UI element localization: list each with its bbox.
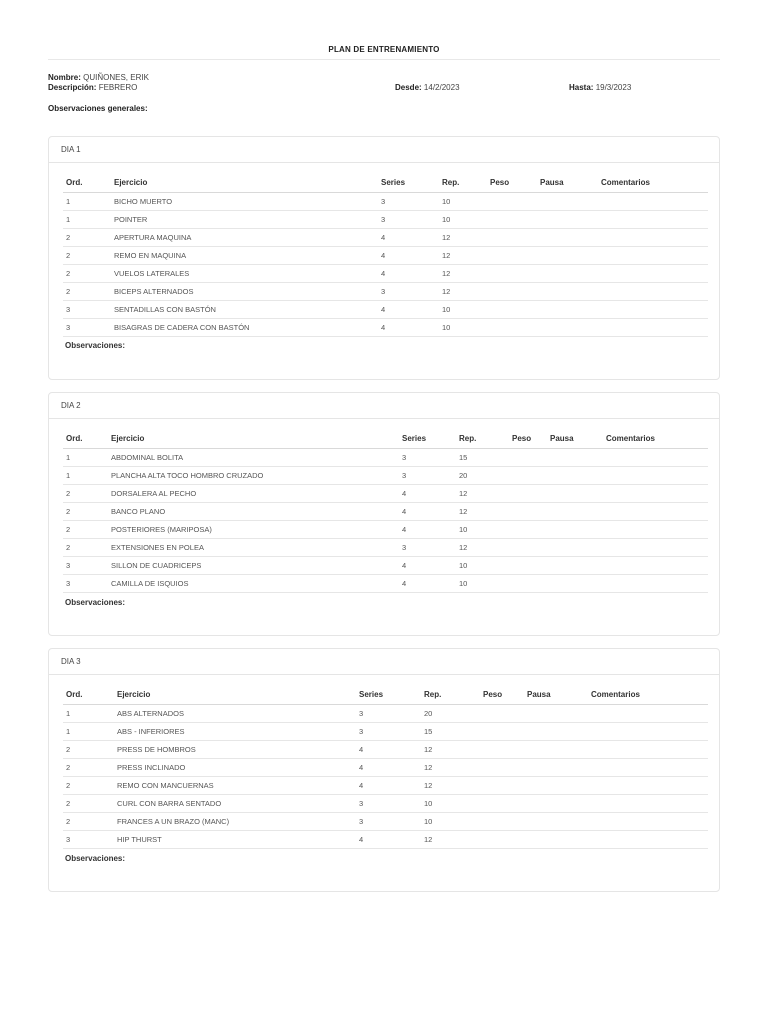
col-ord: Ord. [63, 173, 111, 193]
cell-series: 3 [356, 723, 421, 741]
cell-series: 3 [378, 211, 439, 229]
cell-pausa [524, 831, 588, 849]
table-row [63, 301, 708, 319]
cell-rep: 20 [456, 467, 509, 485]
cell-comentarios [603, 557, 708, 575]
cell-peso [509, 557, 547, 575]
cell-peso [480, 723, 524, 741]
cell-ord: 3 [63, 831, 114, 849]
cell-comentarios [588, 759, 708, 777]
cell-series: 4 [356, 831, 421, 849]
cell-peso [480, 705, 524, 723]
cell-rep: 15 [456, 449, 509, 467]
nombre-line [48, 73, 149, 82]
col-comentarios: Comentarios [603, 429, 708, 449]
cell-ejercicio: BICEPS ALTERNADOS [111, 283, 378, 301]
cell-comentarios [598, 229, 708, 247]
cell-pausa [524, 795, 588, 813]
table-row [63, 503, 708, 521]
cell-pausa [537, 247, 598, 265]
cell-peso [480, 813, 524, 831]
cell-ord: 1 [63, 193, 111, 211]
col-ord: Ord. [63, 429, 108, 449]
col-ejercicio: Ejercicio [111, 173, 378, 193]
cell-peso [487, 301, 537, 319]
day-card [48, 648, 720, 892]
hasta-label: Hasta: [569, 83, 594, 92]
cell-ord: 3 [63, 319, 111, 337]
cell-ejercicio: REMO CON MANCUERNAS [114, 777, 356, 795]
cell-pausa [547, 485, 603, 503]
table-row [63, 467, 708, 485]
col-ejercicio: Ejercicio [108, 429, 399, 449]
cell-ord: 2 [63, 247, 111, 265]
cell-rep: 10 [439, 211, 487, 229]
cell-ejercicio: REMO EN MAQUINA [111, 247, 378, 265]
cell-ejercicio: ABS - INFERIORES [114, 723, 356, 741]
cell-ord: 1 [63, 449, 108, 467]
descripcion-line [48, 83, 137, 92]
cell-rep: 12 [456, 539, 509, 557]
cell-pausa [547, 575, 603, 593]
exercise-table [63, 173, 708, 337]
table-row [63, 211, 708, 229]
cell-series: 3 [399, 467, 456, 485]
col-peso: Peso [487, 173, 537, 193]
exercise-table [63, 429, 708, 593]
cell-comentarios [603, 503, 708, 521]
table-row [63, 229, 708, 247]
cell-rep: 12 [421, 831, 480, 849]
hasta-line [569, 83, 631, 92]
cell-peso [480, 759, 524, 777]
cell-peso [480, 777, 524, 795]
desde-line [395, 83, 460, 92]
cell-ord: 2 [63, 777, 114, 795]
page-title: PLAN DE ENTRENAMIENTO [328, 45, 440, 54]
cell-ejercicio: CURL CON BARRA SENTADO [114, 795, 356, 813]
cell-comentarios [588, 813, 708, 831]
cell-rep: 10 [421, 795, 480, 813]
col-ejercicio: Ejercicio [114, 685, 356, 705]
cell-series: 4 [378, 319, 439, 337]
cell-ejercicio: DORSALERA AL PECHO [108, 485, 399, 503]
cell-pausa [547, 467, 603, 485]
table-row [63, 705, 708, 723]
cell-comentarios [598, 247, 708, 265]
cell-pausa [547, 521, 603, 539]
table-header-row [63, 173, 708, 193]
cell-rep: 10 [456, 557, 509, 575]
cell-rep: 12 [421, 759, 480, 777]
cell-peso [509, 485, 547, 503]
cell-pausa [537, 265, 598, 283]
cell-rep: 10 [439, 193, 487, 211]
cell-ejercicio: POSTERIORES (MARIPOSA) [108, 521, 399, 539]
observaciones-label: Observaciones: [65, 341, 126, 350]
table-row [63, 777, 708, 795]
cell-ord: 2 [63, 759, 114, 777]
cell-peso [509, 575, 547, 593]
exercise-table [63, 685, 708, 849]
day-card [48, 136, 720, 380]
observaciones-label: Observaciones: [65, 598, 126, 607]
col-series: Series [399, 429, 456, 449]
cell-comentarios [603, 449, 708, 467]
cell-comentarios [588, 723, 708, 741]
cell-ejercicio: EXTENSIONES EN POLEA [108, 539, 399, 557]
cell-series: 3 [356, 813, 421, 831]
table-row [63, 521, 708, 539]
cell-ejercicio: POINTER [111, 211, 378, 229]
observaciones-generales [48, 104, 148, 113]
desde-value: 14/2/2023 [423, 83, 460, 92]
col-pausa: Pausa [547, 429, 603, 449]
table-row [63, 247, 708, 265]
cell-ord: 2 [63, 539, 108, 557]
cell-ord: 3 [63, 301, 111, 319]
cell-rep: 12 [421, 741, 480, 759]
table-body [63, 449, 708, 593]
cell-peso [509, 467, 547, 485]
cell-comentarios [603, 467, 708, 485]
cell-rep: 12 [439, 265, 487, 283]
col-comentarios: Comentarios [588, 685, 708, 705]
cell-pausa [524, 813, 588, 831]
cell-ord: 2 [63, 485, 108, 503]
day-title: DIA 2 [49, 393, 719, 419]
title-divider [48, 59, 720, 60]
cell-rep: 12 [421, 777, 480, 795]
cell-series: 3 [378, 193, 439, 211]
cell-series: 4 [399, 485, 456, 503]
cell-ejercicio: ABS ALTERNADOS [114, 705, 356, 723]
cell-peso [487, 265, 537, 283]
cell-comentarios [588, 777, 708, 795]
cell-ejercicio: BANCO PLANO [108, 503, 399, 521]
cell-ejercicio: PLANCHA ALTA TOCO HOMBRO CRUZADO [108, 467, 399, 485]
col-comentarios: Comentarios [598, 173, 708, 193]
table-row [63, 557, 708, 575]
cell-ord: 1 [63, 723, 114, 741]
table-body [63, 705, 708, 849]
col-rep: Rep. [439, 173, 487, 193]
cell-rep: 12 [439, 283, 487, 301]
cell-peso [487, 229, 537, 247]
cell-rep: 10 [456, 521, 509, 539]
col-rep: Rep. [456, 429, 509, 449]
cell-ord: 1 [63, 467, 108, 485]
cell-comentarios [598, 283, 708, 301]
day-card [48, 392, 720, 636]
cell-pausa [537, 193, 598, 211]
cell-pausa [524, 741, 588, 759]
cell-ejercicio: BICHO MUERTO [111, 193, 378, 211]
table-row [63, 485, 708, 503]
cell-ord: 3 [63, 575, 108, 593]
cell-pausa [537, 319, 598, 337]
table-row [63, 449, 708, 467]
cell-comentarios [603, 521, 708, 539]
table-header-row [63, 685, 708, 705]
cell-series: 4 [356, 777, 421, 795]
cell-rep: 10 [421, 813, 480, 831]
cell-series: 4 [399, 503, 456, 521]
cell-ord: 2 [63, 265, 111, 283]
cell-series: 4 [378, 265, 439, 283]
cell-peso [487, 193, 537, 211]
cell-pausa [537, 211, 598, 229]
cell-comentarios [588, 705, 708, 723]
cell-pausa [537, 283, 598, 301]
col-peso: Peso [480, 685, 524, 705]
cell-ejercicio: SENTADILLAS CON BASTÓN [111, 301, 378, 319]
cell-comentarios [588, 831, 708, 849]
cell-series: 3 [356, 705, 421, 723]
cell-ord: 1 [63, 211, 111, 229]
cell-comentarios [588, 741, 708, 759]
cell-ord: 2 [63, 503, 108, 521]
cell-series: 4 [378, 301, 439, 319]
cell-peso [509, 521, 547, 539]
cell-pausa [524, 759, 588, 777]
cell-series: 3 [399, 539, 456, 557]
cell-ejercicio: CAMILLA DE ISQUIOS [108, 575, 399, 593]
cell-pausa [524, 723, 588, 741]
col-series: Series [378, 173, 439, 193]
nombre-value: QUIÑONES, ERIK [83, 73, 149, 82]
col-rep: Rep. [421, 685, 480, 705]
cell-comentarios [598, 265, 708, 283]
cell-ejercicio: ABDOMINAL BOLITA [108, 449, 399, 467]
cell-rep: 10 [439, 301, 487, 319]
cell-rep: 20 [421, 705, 480, 723]
cell-series: 4 [356, 741, 421, 759]
cell-pausa [547, 503, 603, 521]
cell-series: 4 [399, 575, 456, 593]
cell-rep: 12 [456, 503, 509, 521]
cell-ord: 2 [63, 813, 114, 831]
cell-rep: 12 [439, 229, 487, 247]
observaciones-generales-label: Observaciones generales: [48, 104, 148, 113]
cell-peso [487, 247, 537, 265]
cell-ord: 2 [63, 283, 111, 301]
cell-peso [487, 319, 537, 337]
cell-rep: 10 [456, 575, 509, 593]
cell-peso [487, 211, 537, 229]
table-row [63, 831, 708, 849]
table-row [63, 723, 708, 741]
cell-series: 4 [399, 557, 456, 575]
table-row [63, 795, 708, 813]
cell-ord: 2 [63, 795, 114, 813]
cell-comentarios [603, 485, 708, 503]
cell-series: 4 [356, 759, 421, 777]
cell-comentarios [598, 211, 708, 229]
cell-series: 3 [378, 283, 439, 301]
cell-series: 3 [356, 795, 421, 813]
col-series: Series [356, 685, 421, 705]
cell-rep: 12 [456, 485, 509, 503]
cell-comentarios [603, 575, 708, 593]
table-row [63, 319, 708, 337]
cell-ord: 1 [63, 705, 114, 723]
cell-comentarios [588, 795, 708, 813]
cell-ejercicio: SILLON DE CUADRICEPS [108, 557, 399, 575]
cell-pausa [537, 301, 598, 319]
cell-peso [487, 283, 537, 301]
desde-label: Desde: [395, 83, 422, 92]
cell-ord: 3 [63, 557, 108, 575]
col-ord: Ord. [63, 685, 114, 705]
cell-series: 3 [399, 449, 456, 467]
table-row [63, 575, 708, 593]
cell-ejercicio: PRESS INCLINADO [114, 759, 356, 777]
cell-rep: 12 [439, 247, 487, 265]
day-title: DIA 1 [49, 137, 719, 163]
cell-comentarios [598, 193, 708, 211]
cell-pausa [524, 777, 588, 795]
cell-ejercicio: APERTURA MAQUINA [111, 229, 378, 247]
day-title: DIA 3 [49, 649, 719, 675]
cell-peso [509, 539, 547, 557]
descripcion-label: Descripción: [48, 83, 97, 92]
cell-series: 4 [399, 521, 456, 539]
cell-peso [480, 741, 524, 759]
cell-pausa [547, 539, 603, 557]
col-pausa: Pausa [537, 173, 598, 193]
cell-peso [480, 795, 524, 813]
cell-series: 4 [378, 247, 439, 265]
table-row [63, 759, 708, 777]
cell-ejercicio: HIP THURST [114, 831, 356, 849]
cell-ejercicio: BISAGRAS DE CADERA CON BASTÓN [111, 319, 378, 337]
cell-ord: 2 [63, 229, 111, 247]
table-header-row [63, 429, 708, 449]
table-row [63, 193, 708, 211]
cell-comentarios [598, 319, 708, 337]
table-body [63, 193, 708, 337]
table-row [63, 265, 708, 283]
cell-comentarios [598, 301, 708, 319]
cell-ejercicio: PRESS DE HOMBROS [114, 741, 356, 759]
cell-rep: 15 [421, 723, 480, 741]
table-row [63, 813, 708, 831]
nombre-label: Nombre: [48, 73, 81, 82]
cell-pausa [537, 229, 598, 247]
cell-peso [480, 831, 524, 849]
observaciones-label: Observaciones: [65, 854, 126, 863]
table-row [63, 539, 708, 557]
descripcion-value: FEBRERO [98, 83, 138, 92]
cell-ord: 2 [63, 521, 108, 539]
cell-comentarios [603, 539, 708, 557]
cell-pausa [547, 449, 603, 467]
hasta-value: 19/3/2023 [595, 83, 632, 92]
cell-series: 4 [378, 229, 439, 247]
col-pausa: Pausa [524, 685, 588, 705]
col-peso: Peso [509, 429, 547, 449]
table-row [63, 283, 708, 301]
cell-peso [509, 503, 547, 521]
cell-ord: 2 [63, 741, 114, 759]
cell-ejercicio: FRANCES A UN BRAZO (MANC) [114, 813, 356, 831]
cell-peso [509, 449, 547, 467]
cell-pausa [524, 705, 588, 723]
cell-rep: 10 [439, 319, 487, 337]
cell-pausa [547, 557, 603, 575]
cell-ejercicio: VUELOS LATERALES [111, 265, 378, 283]
table-row [63, 741, 708, 759]
